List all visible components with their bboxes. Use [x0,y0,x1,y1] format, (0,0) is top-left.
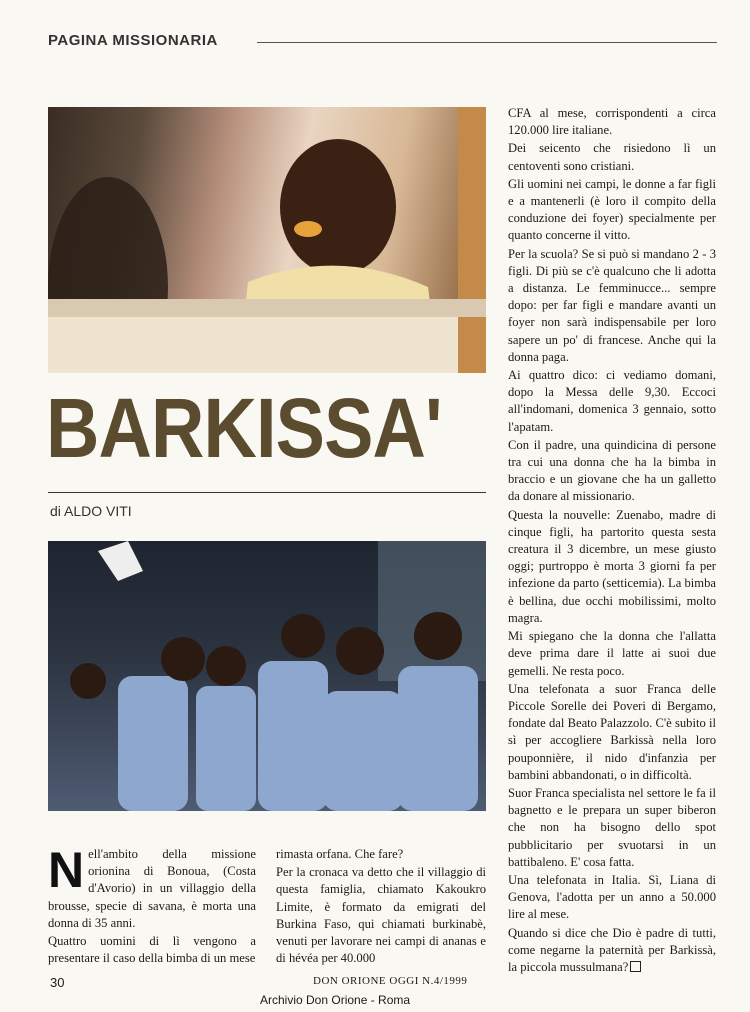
paragraph: Questa la nouvelle: Zuenabo, madre di cinque figli, ha partorito questa sesta creatura il 3 dicembre, un mese giusto oggi; purtroppo è morta 3 giorni fa per infezione da parto (setticemia). La bimba è bellina, due occhi mobilissimi, molto magra. [508,507,716,625]
paragraph: Dei seicento che risiedono lì un centoventi sono cristiani. [508,141,716,173]
page-number: 30 [50,975,65,990]
column-bottom-middle [276,846,486,968]
photo-child-illustration [48,107,486,373]
header-rule [257,42,717,43]
magazine-footer: DON ORIONE OGGI N.4/1999 [313,975,468,987]
paragraph: Per la cronaca va detto che il villaggio di questa famiglia, chiamato Kakoukro Limite, è formato da emigrati del Burkina Faso, qui chiamati burkinabè, venuti per lavorare nei campi di ananas e di hévéa per 40.000 [276,865,486,966]
paragraph: Ai quattro dico: ci vediamo domani, dopo la Messa delle 9,30. Eccoci all'indomani, domenica 3 gennaio, sotto l'apatam. [508,368,716,434]
section-label: PAGINA MISSIONARIA [48,32,218,49]
paragraph: Mi spiegano che la donna che l'allatta deve prima dare il latte ai suoi due gemelli. Ne resta poco. [508,629,716,678]
paragraph: Gli uomini nei campi, le donne a far figli e a mantenerli (è loro il compito della conduzione dei foyer) specialmente per quanto concerne il vitto. [508,176,716,243]
photo-child [48,107,486,373]
paragraph: Suor Franca specialista nel settore le fa il bagnetto e le prepara un super biberon che non ha bisogno dello spot pubblicitario per svuotarsi in un battibaleno. E' cosa fatta. [508,785,716,869]
photo-children-group [48,541,486,811]
title-rule [48,492,486,493]
column-bottom-left [48,842,256,968]
photo-group-illustration [48,541,486,811]
paragraph: Con il padre, una quindicina di persone tra cui una donna che ha la bimba in braccio e un giovane che ha un galletto da donare al missionario. [508,437,716,504]
last-paragraph [508,925,716,977]
paragraph: Una telefonata in Italia. Sì, Liana di Genova, l'adotta per un anno a 50.000 lire al mese. [508,872,716,922]
article-title: BARKISSA' [46,381,442,475]
paragraph: ell'ambito della missione orionina di Bonoua, (Costa d'Avorio) in un villaggio della brousse, specie di savana, è morta una donna di 35 anni. [48,847,256,930]
byline: di ALDO VITI [50,503,132,519]
paragraph: Quattro uomini di lì vengono a presentare il caso della bimba di un mese [48,934,256,966]
paragraph: Una telefonata a suor Franca delle Piccole Sorelle dei Poveri di Bergamo, fondate dal Beato Palazzolo. C'è subito il sì per accogliere Barkissà nella loro pouponnière, il nido d'infanzia per bambini abbandonati, o in difficoltà. [508,681,716,782]
archive-credit: Archivio Don Orione - Roma [260,993,411,1007]
paragraph: Per la scuola? Se si può si mandano 2 - 3 figli. Di più se c'è qualcuno che li adotta a distanza. Le femminucce... sempre dopo: per far figli e mandare avanti un foyer non sarà indispensabile per loro sapere un po' di francese. Anche qui la donna paga. [508,246,716,364]
paragraph: rimasta orfana. Che fare? [276,847,404,861]
paragraph-text: Quando si dice che Dio è padre di tutti, come negarne la paternità per Barkissà, la piccola mussulmana? [508,925,716,974]
column-right [508,105,716,977]
end-mark-icon [630,961,641,972]
paragraph: CFA al mese, corrispondenti a circa 120.000 lire italiane. [508,106,716,138]
drop-cap: N [48,842,85,898]
